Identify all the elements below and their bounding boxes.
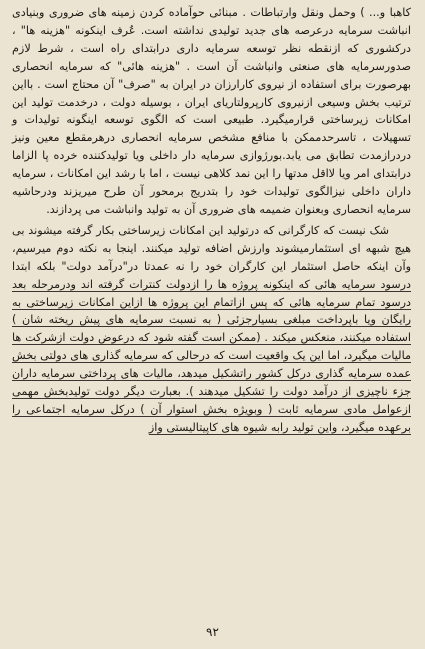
paragraph-1 (12, 4, 411, 219)
paragraph-1-text: کاهبا و... ) وحمل ونقل وارتباطات . مبنائی حوآماده کردن زمینه های ضروری وبنیادی انباشت سرمایه درعرصه های جدید تولیدی نداشته است. عُرف اینکونه "هزینه ها" ، درکشوری که ازنقطه نظر توسعه سرمایه داری درابتدای راه است ، شرط لازم صدورسرمایه های صنعتی وانباشت آن است . "هزینه هائی" که سرمایه انحصاری بهرصورت برای استفاده از نیروی کارارزان در ایران به "صرف" آن محتاج است . بااین ترتیب بخش وسیعی ازنیروی کارپرولتاریای ایران ، بوسیله دولت ، درخدمت تولید این امکانات زیرساختی قرارمیگیرد. طبیعی است که الگوی توسعه اینگونه تولیدات و تسهیلات ، تاسرحدممکن با منافع مشخص سرمایه انحصاری درهرمقطع معین ونیز دردرازمدت تطابق می یابد.بورژوازی سرمایه دار داخلی ویا تولیدکننده خرده پا الزاما درابتدای امر ویا لااقل مدتها را این نمد کلاهی نیست ، اما با رشد این امکانات ، سرمایه داران داخلی نیزالگوی تولیدات خود را بتدریج برمحور آن طرح میریزند ودرحاشیه سرمایه انحصاری وبعنوان ضمیمه های ضروری آن به تولید وانباشت می پردازند. (12, 6, 411, 216)
page-number: ۹۲ (206, 625, 219, 639)
paragraph-2 (12, 222, 411, 437)
paragraph-2-underlined-text: درسود سرمایه هائی که اینکونه پروژه ها را ازدولت کنترات گرفته اند ودرمرحله بعد درسود تمام سرمایه هائی که پس ازاتمام این پروژه ها ازاین امکانات زیرساختی به رایگان ویا باپرداخت مبلغی بسیارجزئی ( به نسبت سرمایه های پیش ریخته شان ) استفاده میکنند، منعکس میکند . (ممکن است گفته شود که درعوض دولت ازشرکت ها مالیات میگیرد، اما این یک واقعیت است که درحالی که سرمایه گذاری های دولتی بخش عمده سرمایه گذاری درکل کشور راتشکیل میدهد، مالیات های پرداختی سرمایه داران جزء ناچیزی از درآمد دولت را تشکیل میدهند ). بعبارت دیگر دولت تولیدبخش مهمی ازعوامل مادی سرمایه ثابت ( وبویژه بخش استوار آن ) درکل سرمایه اجتماعی را برعهده میگیرد، واین تولید رابه شیوه های کاپیتالیستی واز (12, 277, 411, 434)
paragraph-2-text: شک نیست که کارگرانی که درتولید این امکانات زیرساختی بکار گرفته میشوند بی هیچ شبهه ای استثمارمیشوند وارزش اضافه تولید میکنند. اینجا به نکته دوم میرسیم، وآن اینکه حاصل استثمار این کارگران خود را نه عمدتا در"درآمد دولت" بلکه ابتدا (12, 223, 411, 273)
